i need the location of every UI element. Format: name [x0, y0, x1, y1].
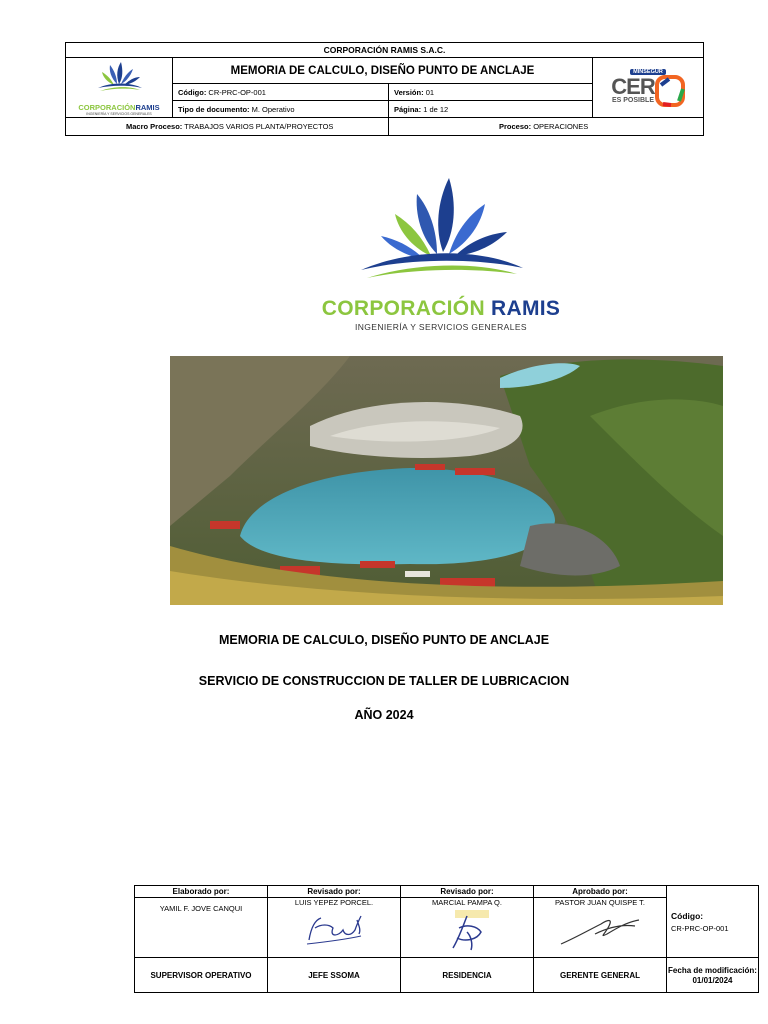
ramis-leaf-logo-icon	[351, 172, 531, 290]
aprobado-name: PASTOR JUAN QUISPE T.	[554, 898, 646, 907]
ramis-small-logo-icon	[76, 58, 162, 102]
aprobado-header: Aprobado por:	[534, 886, 667, 898]
company-name: CORPORACIÓN RAMIS S.A.C.	[66, 43, 704, 58]
elaborado-role: SUPERVISOR OPERATIVO	[135, 958, 268, 993]
proceso-label: Proceso:	[499, 122, 532, 131]
macro-label: Macro Proceso:	[126, 122, 183, 131]
document-header	[65, 42, 704, 136]
version-label: Versión:	[394, 87, 424, 97]
document-title: MEMORIA DE CALCULO, DISEÑO PUNTO DE ANCLAJE	[173, 58, 593, 84]
brand-name-part2: RAMIS	[491, 297, 561, 320]
pagina-value: 1 de 12	[423, 104, 449, 114]
brand-name-part1: CORPORACIÓN	[321, 297, 485, 320]
fecha-value: 01/01/2024	[692, 975, 733, 985]
codigo-field	[173, 84, 389, 101]
mine-landscape-photo	[170, 356, 723, 605]
pagina-field	[389, 101, 593, 118]
codigo-value: CR-PRC-OP-001	[208, 87, 266, 97]
tipo-field	[173, 101, 389, 118]
signature-luis-yepez	[299, 910, 369, 950]
revisado2-name: MARCIAL PAMPA Q.	[432, 898, 502, 907]
cover-subtitle: SERVICIO DE CONSTRUCCION DE TALLER DE LUBRICACION	[198, 674, 570, 688]
minsegur-label: MINSEGUR	[630, 69, 666, 75]
elaborado-cell	[135, 898, 268, 958]
revisado2-role: RESIDENCIA	[401, 958, 534, 993]
approval-signature-table	[134, 885, 759, 993]
revisado2-header: Revisado por:	[401, 886, 534, 898]
signature-codigo-value: CR-PRC-OP-001	[671, 923, 729, 933]
revisado1-role: JEFE SSOMA	[268, 958, 401, 993]
pagina-label: Página:	[394, 104, 422, 114]
elaborado-header: Elaborado por:	[135, 886, 268, 898]
tipo-label: Tipo de documento:	[178, 104, 250, 114]
header-logo	[66, 58, 173, 118]
proceso-value: OPERACIONES	[533, 122, 589, 131]
signature-pastor-quispe	[555, 910, 645, 950]
signature-codigo-cell	[667, 886, 759, 958]
codigo-label: Código:	[178, 87, 207, 97]
proceso-field	[389, 118, 704, 136]
zero-ring-icon	[655, 75, 685, 107]
cover-title: MEMORIA DE CALCULO, DISEÑO PUNTO DE ANCLAJE	[218, 633, 550, 647]
small-logo-part2: RAMIS	[135, 103, 160, 112]
fecha-modificacion-cell	[667, 958, 759, 993]
revisado1-header: Revisado por:	[268, 886, 401, 898]
small-logo-part1: CORPORACIÓN	[78, 103, 136, 112]
minsegur-cer: CER	[611, 73, 655, 99]
corporacion-ramis-logo	[310, 172, 572, 332]
signature-codigo-label: Código:	[671, 910, 704, 921]
macro-proceso-field	[66, 118, 389, 136]
minsegur-logo	[593, 58, 704, 118]
tipo-value: M. Operativo	[251, 104, 295, 114]
revisado2-cell	[401, 898, 534, 958]
elaborado-name: YAMIL F. JOVE CANQUI	[159, 904, 243, 913]
fecha-label: Fecha de modificación:	[668, 965, 757, 975]
revisado1-name: LUIS YEPEZ PORCEL.	[294, 898, 374, 907]
brand-subtitle: INGENIERÍA Y SERVICIOS GENERALES	[355, 322, 527, 332]
minsegur-es-posible: ES POSIBLE	[611, 96, 654, 104]
signature-marcial-pampa	[437, 910, 497, 954]
macro-value: TRABAJOS VARIOS PLANTA/PROYECTOS	[184, 122, 334, 131]
small-logo-subtitle: INGENIERÍA Y SERVICIOS GENERALES	[86, 112, 152, 116]
aprobado-cell	[534, 898, 667, 958]
cover-year: AÑO 2024	[354, 708, 414, 722]
revisado1-cell	[268, 898, 401, 958]
version-value: 01	[425, 87, 435, 97]
aprobado-role: GERENTE GENERAL	[534, 958, 667, 993]
version-field	[389, 84, 593, 101]
